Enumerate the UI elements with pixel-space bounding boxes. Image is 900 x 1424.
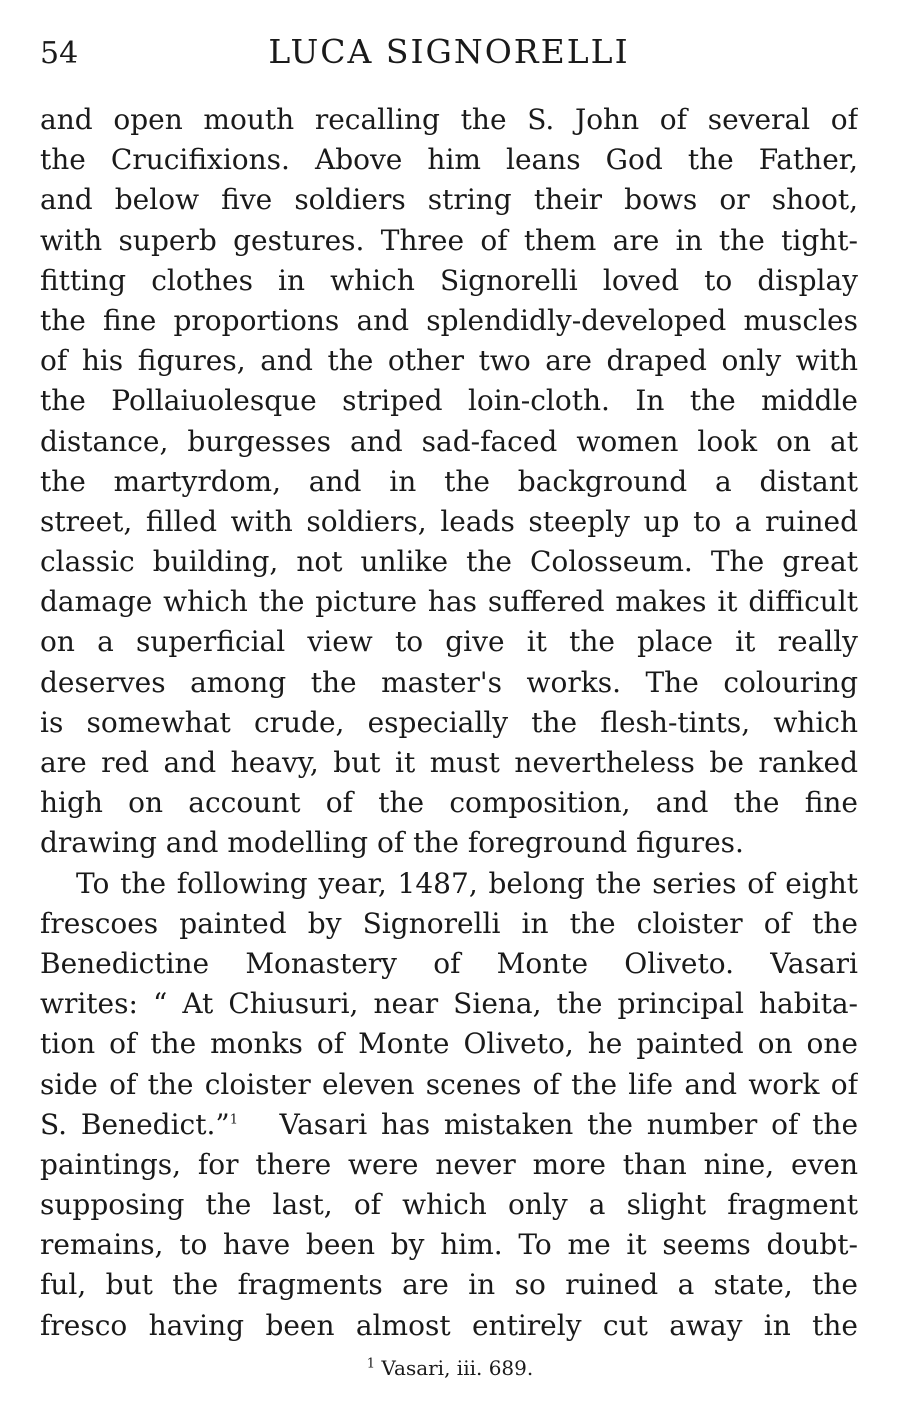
- text-line: street, filled with soldiers, leads steeply up to a ruined: [40, 504, 858, 538]
- text-line: is somewhat crude, especially the flesh-tints, which: [40, 705, 858, 739]
- text-line: deserves among the master's works. The colouring: [40, 665, 858, 699]
- text-line: with superb gestures. Three of them are in the tight-: [40, 223, 858, 257]
- text-line: of his figures, and the other two are draped only with: [40, 344, 858, 378]
- running-title: LUCA SIGNORELLI: [268, 32, 630, 71]
- body-text: [40, 100, 858, 1346]
- text-line: classic building, not unlike the Colosseum. The great: [40, 545, 858, 579]
- text-line: tion of the monks of Monte Oliveto, he painted on one: [40, 1027, 858, 1061]
- footnote: [0, 1356, 900, 1380]
- text-line: the martyrdom, and in the background a distant: [40, 464, 858, 498]
- text-line: fitting clothes in which Signorelli loved to display: [40, 263, 858, 297]
- text-line: paintings, for there were never more than nine, even: [40, 1147, 858, 1181]
- text-segment: S. Benedict.”: [40, 1107, 230, 1141]
- text-line: on a superficial view to give it the place it really: [40, 625, 858, 659]
- text-line: Benedictine Monastery of Monte Oliveto. Vasari: [40, 946, 858, 980]
- page-header: [40, 28, 858, 72]
- footnote-marker: 1: [366, 1356, 376, 1372]
- text-line: and open mouth recalling the S. John of several of: [40, 103, 858, 136]
- text-line: the Pollaiuolesque striped loin-cloth. In the middle: [40, 384, 858, 418]
- paragraph-1: [40, 100, 858, 864]
- text-line: writes: “ At Chiusuri, near Siena, the principal habita-: [40, 987, 858, 1021]
- text-line: damage which the picture has suffered makes it difficult: [40, 585, 858, 619]
- text-line: distance, burgesses and sad-faced women look on at: [40, 424, 858, 458]
- text-line: and below five soldiers string their bows or shoot,: [40, 183, 858, 217]
- text-line: the Crucifixions. Above him leans God the Father,: [40, 143, 858, 177]
- text-line: drawing and modelling of the foreground figures.: [40, 826, 744, 860]
- text-line: remains, to have been by him. To me it seems doubt-: [40, 1228, 858, 1262]
- paragraph-2: [40, 864, 858, 1346]
- text-line: fresco having been almost entirely cut away in the: [40, 1308, 858, 1342]
- text-line: high on account of the composition, and the fine: [40, 786, 858, 820]
- text-line: To the following year, 1487, belong the series of eight: [76, 866, 858, 900]
- text-line: the fine proportions and splendidly-developed muscles: [40, 303, 858, 337]
- text-line: frescoes painted by Signorelli in the cloister of the: [40, 906, 858, 940]
- page-number: 54: [40, 36, 79, 71]
- footnote-reference: 1: [229, 1112, 238, 1128]
- text-line: supposing the last, of which only a slight fragment: [40, 1188, 858, 1222]
- text-line: ful, but the fragments are in so ruined a state, the: [40, 1268, 858, 1302]
- footnote-text: Vasari, iii. 689.: [381, 1356, 534, 1380]
- text-segment: Vasari has mistaken the number of the: [279, 1107, 858, 1141]
- text-line: side of the cloister eleven scenes of the life and work of: [40, 1067, 858, 1101]
- text-line-with-footnote: [40, 1105, 858, 1145]
- text-line: are red and heavy, but it must nevertheless be ranked: [40, 746, 858, 779]
